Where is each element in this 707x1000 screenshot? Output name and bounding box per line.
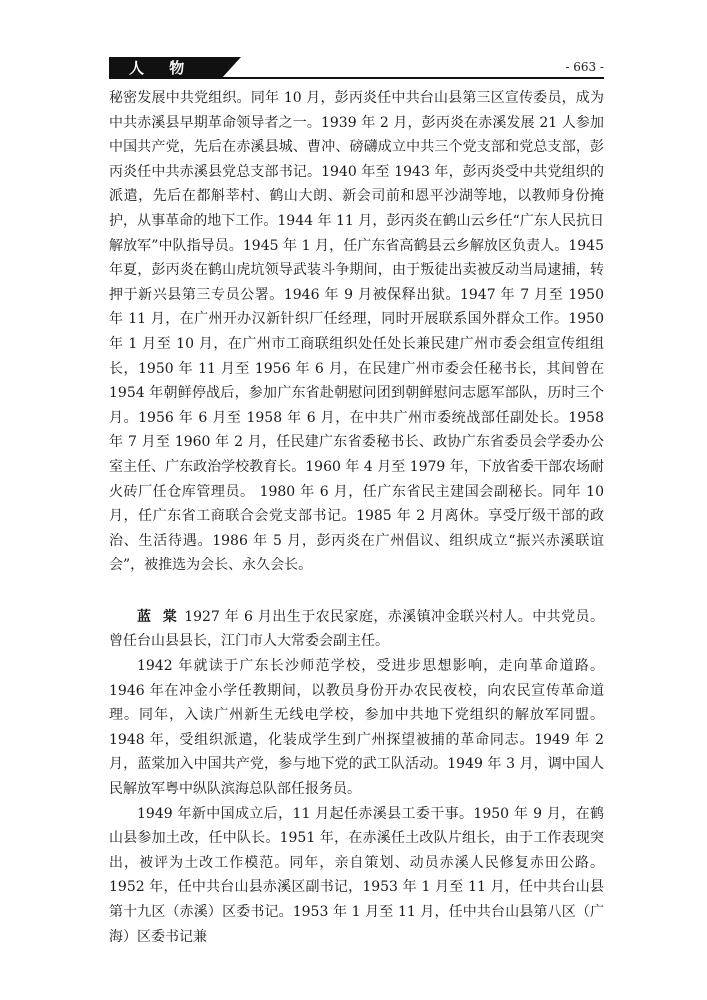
running-header [109,55,604,81]
entry-intro-text: 1927 年 6 月出生于农民家庭，赤溪镇冲金联兴村人。中共党员。曾任台山县县长，江门市人大常委会副主任。 [109,608,604,650]
paragraph-career: 1949 年新中国成立后，11 月起任赤溪县工委干事。1950 年 9 月，在鹤山县参加土改，任中队长。1951 年，在赤溪任土改队片组长，由于工作表现突出，被评为土改工作模范。同年，亲自策划、动员赤溪人民修复赤田公路。1952 年，任中共台山县赤溪区副书记，1953 年 1 月至 11 月，任中共台山县第十九区（赤溪）区委书记。1953 年 1 月至 11 月，任中共台山县第八区（广海）区委书记兼 [109,805,604,945]
entry-separator [109,578,604,605]
page-body [109,86,604,949]
paragraph-entry-intro [109,605,604,654]
section-tab: 人 物 [109,57,221,79]
person-name: 蓝 棠 [137,608,181,625]
header-rule [109,77,604,79]
page-number: - 663 - [565,60,604,74]
paragraph-continued: 秘密发展中共党组织。同年 10 月，彭丙炎任中共台山县第三区宣传委员，成为中共赤溪县早期革命领导者之一。1939 年 2 月，彭丙炎在赤溪发展 21 人参加中国共产党，先后在赤溪县城、曹冲、磅礴成立中共三个党支部和党总支部，彭丙炎任中共赤溪县党总支部书记。1940 年至 1943 年，彭丙炎受中共党组织的派遣，先后在都斛莘村、鹤山大朗、新会司前和恩平沙湖等地，以教师身份掩护，从事革命的地下工作。1944 年 11 月，彭丙炎在鹤山云乡任“广东人民抗日解放军”中队指导员。1945 年 1 月，任广东省高鹤县云乡解放区负责人。1945 年夏，彭丙炎在鹤山虎坑领导武装斗争期间，由于叛徒出卖被反动当局逮捕，转押于新兴县第三专员公署。1946 年 9 月被保释出狱。1947 年 7 月至 1950 年 11 月，在广州开办汉新针织厂任经理，同时开展联系国外群众工作。1950 年 1 月至 10 月，在广州市工商联组织处任处长兼民建广州市委会组宣传组组长，1950 年 11 月至 1956 年 6 月，在民建广州市委会任秘书长，其间曾在 1954 年朝鲜停战后，参加广东省赴朝慰问团到朝鲜慰问志愿军部队，历时三个月。1956 年 6 月至 1958 年 6 月，在中共广州市委统战部任副处长。1958 年 7 月至 1960 年 2 月，任民建广东省委秘书长、政协广东省委员会学委办公室主任、广东政治学校教育长。1960 年 4 月至 1979 年，下放省委干部农场耐火砖厂任仓库管理员。 1980 年 6 月，任广东省民主建国会副秘长。同年 10 月，任广东省工商联合会党支部书记。1985 年 2 月离休。享受厅级干部的政治、生活待遇。1986 年 5 月，彭丙炎在广州倡议、组织成立“振兴赤溪联谊会”，被推选为会长、永久会长。 [109,90,604,574]
paragraph-early-life: 1942 年就读于广东长沙师范学校，受进步思想影响，走向革命道路。1946 年在冲金小学任教期间，以教员身份开办农民夜校，向农民宣传革命道理。同年，入读广州新生无线电学校，参加中共地下党组织的解放军同盟。1948 年，受组织派遣，化装成学生到广州探望被捕的革命同志。1949 年 2 月，蓝棠加入中国共产党，参与地下党的武工队活动。1949 年 3 月，调中国人民解放军粤中纵队滨海总队部任报务员。 [109,658,604,798]
